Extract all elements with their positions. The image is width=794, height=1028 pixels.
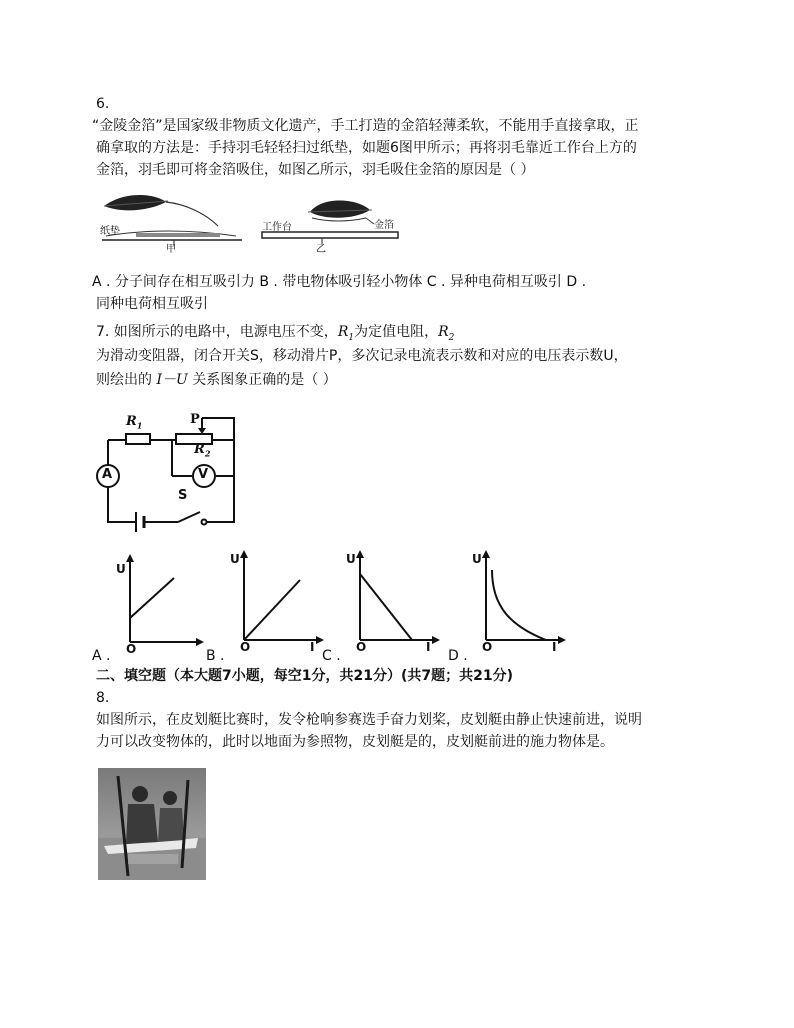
feather-icon [104,195,166,210]
label-paper-pad: 纸垫 [100,226,120,237]
paddler-2-head [163,791,177,805]
circuit-svg [96,404,246,528]
q8-text-line2: 力可以改变物体的，此时以地面为参照物，皮划艇是的，皮划艇前进的施力物体是。 [96,734,614,750]
label-ammeter: A [102,467,113,482]
q6-number: 6. [96,96,110,112]
graph-b-svg [228,546,328,650]
canoe-photo-svg [98,768,206,880]
sweep-curve [166,202,218,226]
label-workbench: 工作台 [262,222,292,233]
paper-pad [136,233,220,237]
iu-symbol: I－U [156,372,188,388]
q6-options-line2: 同种电荷相互吸引 [96,296,208,312]
graph-a-svg [114,550,204,650]
q7-text-line3: 则绘出的 I－U 关系图象正确的是（ ） [96,372,337,388]
option-a-label[interactable]: A . [92,648,111,664]
graph-a-line [130,578,174,618]
graph-d-curve [492,570,546,640]
label-voltmeter: V [198,467,209,482]
label-switch: S [178,488,188,503]
graph-c-line [360,574,412,640]
switch-blade [178,512,200,522]
gold-foil [312,218,366,221]
q6-figure-yi [262,196,402,254]
q7-text-line2: 为滑动变阻器，闭合开关S，移动滑片P，多次记录电流表示数和对应的电压表示数U， [96,348,628,364]
water-splash [128,854,178,864]
graph-c: U O I [344,546,444,650]
q8-text-line1: 如图所示，在皮划艇比赛时，发令枪响参赛选手奋力划桨，皮划艇由静止快速前进，说明 [96,712,642,728]
paddler-1-head [132,786,148,802]
q6-text-line3: 金箔，羽毛即可将金箔吸住，如图乙所示，羽毛吸住金箔的原因是（ ） [96,162,535,178]
r1-symbol: $R_1$ [337,324,355,343]
option-d-label[interactable]: D . [448,648,468,664]
label-r1: $R_1$ [126,414,143,431]
option-b-label[interactable]: B . [206,648,225,664]
paddler-1-body [126,804,158,844]
q8-number: 8. [96,690,110,706]
canoe-photo [98,768,206,880]
graph-b-line [244,580,300,640]
q6-text-line1: “金陵金箔”是国家级非物质文化遗产，手工打造的金箔轻薄柔软，不能用手直接拿取，正 [92,118,639,134]
caption-jia: 甲 [166,244,176,255]
r2-symbol: $R_2$ [438,324,455,343]
graph-a: U O [114,550,204,650]
q6-figure-jia [96,192,246,255]
q6-text-line2: 确拿取的方法是：手持羽毛轻轻扫过纸垫，如题6图甲所示；再将羽毛靠近工作台上方的 [96,140,637,156]
label-p: P [190,412,200,427]
paddler-2-body [158,808,184,842]
graph-d: U O I [470,546,570,650]
option-c-label[interactable]: C . [322,648,341,664]
caption-yi: 乙 [316,244,326,255]
resistor-r1 [126,434,150,444]
graph-d-svg [470,546,570,650]
graph-c-svg [344,546,444,650]
q7-circuit-diagram [96,404,246,528]
q6-options-line1: A . 分子间存在相互吸引力 B . 带电物体吸引轻小物体 C . 异种电荷相互吸引 D . [92,274,587,290]
label-gold-foil: 金箔 [374,220,394,231]
graph-b: U O I [228,546,328,650]
foil-pointer [366,218,374,224]
label-r2: $R_2$ [194,442,211,459]
feather-icon [310,201,370,218]
section2-heading: 二、填空题（本大题7小题，每空1分，共21分）(共7题；共21分) [96,668,513,684]
switch-contact [202,520,207,525]
q7-text-line1: 7. 如图所示的电路中，电源电压不变，$R_1$为定值电阻，$R_2$ [96,324,455,343]
